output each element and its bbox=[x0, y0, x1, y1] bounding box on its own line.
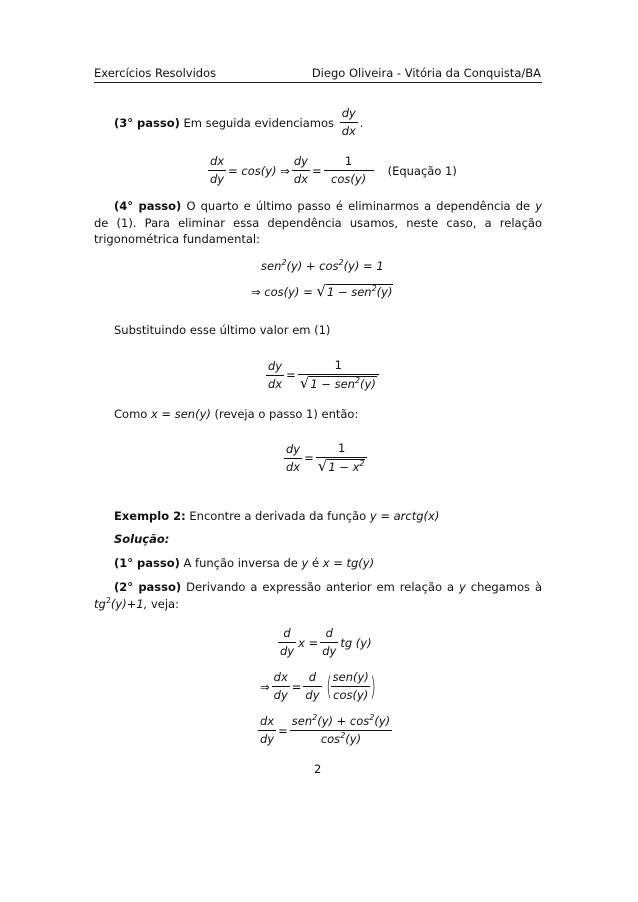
eq1-res-num: 1 bbox=[344, 154, 353, 168]
step4-text-b: de (1). Para eliminar essa dependência usamos, neste caso, a relação trigonométrica fundamental: bbox=[94, 215, 542, 246]
step4-var: y bbox=[535, 199, 543, 213]
eq3-res-num: 1 bbox=[337, 441, 346, 455]
step2-expr-a: tg bbox=[94, 596, 106, 611]
left-paren: ( bbox=[325, 671, 332, 702]
eq3-num: dy bbox=[286, 441, 301, 456]
eq4-d2-den: dy bbox=[322, 644, 337, 658]
example-2-label: Exemplo 2: bbox=[114, 509, 186, 523]
step4-text-a: O quarto e último passo é eliminarmos a dependência de bbox=[186, 199, 531, 213]
step3-frac-den: dx bbox=[341, 124, 356, 138]
identity-line-1 bbox=[261, 259, 384, 273]
step3-period: . bbox=[359, 115, 364, 130]
eq6-bottom bbox=[290, 730, 392, 747]
eq2-root-b: (y) bbox=[360, 377, 376, 391]
step1-text-a: A função inversa de bbox=[183, 556, 298, 570]
substitute-text: Substituindo esse último valor em (1) bbox=[114, 323, 331, 337]
eq4-x-equals: x = bbox=[298, 635, 319, 650]
eq2-equals: = bbox=[286, 368, 296, 382]
eq6-top bbox=[290, 714, 392, 730]
eq4-d2-fraction bbox=[320, 626, 338, 659]
header-rule bbox=[94, 82, 542, 83]
eq5-d-fraction bbox=[303, 670, 321, 703]
eq5-equals: = bbox=[291, 679, 302, 694]
eq3-equals: = bbox=[304, 451, 314, 465]
example-2-text: Encontre a derivada da função bbox=[189, 509, 367, 523]
step2-expr-b: (y)+1, bbox=[110, 596, 148, 611]
step2-label: (2° passo) bbox=[114, 580, 182, 594]
eq2-den: dx bbox=[268, 376, 283, 391]
identity-exp-1: 2 bbox=[281, 258, 287, 267]
eq3-res-den bbox=[316, 457, 368, 475]
eq6-num: dx bbox=[260, 714, 275, 728]
identity-cos-eq: ⇒ cos(y) = bbox=[251, 284, 313, 299]
eq2-root-a: 1 − sen bbox=[310, 377, 355, 391]
right-paren: ) bbox=[370, 671, 376, 702]
step2-text-c: veja: bbox=[150, 596, 179, 611]
equation-5 bbox=[260, 670, 378, 703]
eq6-equals: = bbox=[278, 723, 288, 738]
eq1-lhs-den: dy bbox=[210, 172, 225, 186]
equation-2 bbox=[264, 358, 381, 392]
como-line bbox=[114, 407, 358, 421]
identity-sen: sen bbox=[261, 259, 282, 273]
page-number: 2 bbox=[314, 762, 322, 776]
eq4-d1-fraction bbox=[278, 626, 296, 659]
step2-var: y bbox=[458, 580, 466, 594]
eq5-d-num: d bbox=[308, 670, 317, 684]
step3-fraction bbox=[340, 106, 358, 139]
eq4-d1-den: dy bbox=[280, 644, 295, 658]
eq3-root-a: 1 − x bbox=[328, 460, 360, 474]
step2-paragraph bbox=[94, 579, 542, 612]
step3-frac-num: dy bbox=[341, 106, 356, 120]
eq4-d1-num: d bbox=[283, 626, 291, 640]
eq1-tag: (Equação 1) bbox=[387, 163, 457, 178]
header-left: Exercícios Resolvidos bbox=[94, 66, 217, 80]
eq5-den: dy bbox=[273, 688, 288, 702]
eq5-arrow: ⇒ bbox=[260, 679, 270, 694]
eq6-top-c: (y) bbox=[374, 714, 391, 728]
step4-paragraph bbox=[94, 198, 542, 248]
eq5-in-num: sen(y) bbox=[332, 670, 369, 684]
sqrt-symbol: √ 1 − sen$^2$(y) bbox=[299, 374, 376, 392]
eq1-mid: = cos(y) ⇒ bbox=[228, 163, 290, 178]
eq2-res-num: 1 bbox=[334, 358, 342, 372]
step3-label: (3° passo) bbox=[114, 115, 180, 130]
identity-root-exp: 2 bbox=[371, 284, 377, 293]
eq1-lhs-num: dx bbox=[210, 154, 225, 168]
sqrt-symbol: √ 1 − sen$^2$(y) bbox=[316, 282, 393, 300]
eq1-equals: = bbox=[311, 163, 322, 178]
step3-text: Em seguida evidenciamos bbox=[183, 115, 335, 130]
step2-text-b: chegamos à bbox=[470, 580, 543, 594]
eq3-lhs-fraction bbox=[284, 442, 302, 475]
sqrt-symbol: √ $1 - x^2$ bbox=[317, 457, 365, 475]
como-text-a: Como bbox=[114, 407, 148, 421]
equation-3 bbox=[282, 441, 369, 475]
step4-label: (4° passo) bbox=[114, 199, 182, 213]
example-2-line bbox=[114, 509, 439, 523]
eq6-exp-2: 2 bbox=[369, 713, 375, 722]
como-expr: x = sen(y) bbox=[150, 407, 211, 421]
eq2-lhs-fraction bbox=[266, 359, 284, 392]
eq4-tg: tg (y) bbox=[340, 635, 372, 650]
eq1-rhs-den: dx bbox=[293, 172, 308, 186]
step2-expr-exp: 2 bbox=[105, 595, 111, 605]
eq6-exp-3: 2 bbox=[340, 731, 346, 740]
eq2-result-fraction bbox=[298, 358, 379, 392]
solution-label: Solução: bbox=[114, 532, 170, 546]
eq5-num: dx bbox=[273, 670, 288, 684]
identity-mid: (y) + cos bbox=[286, 259, 339, 273]
step1-expr: x = tg(y) bbox=[322, 556, 375, 570]
identity-line-2 bbox=[251, 284, 393, 299]
eq1-result-fraction bbox=[324, 154, 374, 187]
eq5-lhs-fraction bbox=[272, 670, 290, 703]
step1-line bbox=[114, 556, 374, 570]
example-2-expr: y = arctg(x) bbox=[369, 509, 440, 523]
como-text-b: (reveja o passo 1) então: bbox=[214, 407, 359, 421]
step2-text-a: Derivando a expressão anterior em relação a bbox=[186, 580, 454, 594]
eq2-root-exp: 2 bbox=[354, 376, 361, 385]
eq1-lhs-fraction bbox=[208, 154, 226, 187]
eq6-exp-1: 2 bbox=[312, 713, 318, 722]
header-right: Diego Oliveira - Vitória da Conquista/BA bbox=[311, 66, 541, 80]
eq6-den: dy bbox=[260, 732, 275, 746]
eq2-res-den bbox=[298, 374, 379, 392]
eq6-top-b: (y) + cos bbox=[317, 714, 370, 728]
eq6-top-a: sen bbox=[291, 714, 313, 728]
step1-text-b: é bbox=[312, 556, 320, 570]
eq6-bot-a: cos bbox=[320, 732, 341, 746]
step1-var: y bbox=[301, 556, 309, 570]
identity-end: (y) = 1 bbox=[343, 259, 384, 273]
eq5-in-den: cos(y) bbox=[333, 688, 369, 702]
identity-root-b: (y) bbox=[376, 285, 393, 299]
eq1-rhs-num: dy bbox=[293, 154, 308, 168]
eq4-d2-num: d bbox=[325, 626, 333, 640]
eq5-d-den: dy bbox=[305, 688, 320, 702]
identity-exp-2: 2 bbox=[338, 258, 344, 267]
eq1-res-den: cos(y) bbox=[324, 170, 374, 187]
eq2-num: dy bbox=[268, 358, 283, 373]
eq6-bot-b: (y) bbox=[345, 732, 362, 746]
step3-line bbox=[114, 106, 363, 139]
eq1-rhs-fraction bbox=[292, 154, 310, 187]
eq3-den: dx bbox=[286, 459, 301, 474]
equation-1 bbox=[206, 154, 457, 187]
eq5-inner-fraction bbox=[331, 670, 371, 703]
identity-root-a: 1 − sen bbox=[326, 285, 372, 299]
step1-label: (1° passo) bbox=[114, 556, 180, 570]
eq6-lhs-fraction bbox=[258, 714, 276, 747]
eq3-result-fraction bbox=[316, 441, 368, 475]
equation-4 bbox=[276, 626, 372, 659]
eq3-root-exp: 2 bbox=[359, 459, 365, 468]
equation-6 bbox=[256, 714, 394, 747]
eq6-rhs-fraction bbox=[290, 714, 392, 747]
